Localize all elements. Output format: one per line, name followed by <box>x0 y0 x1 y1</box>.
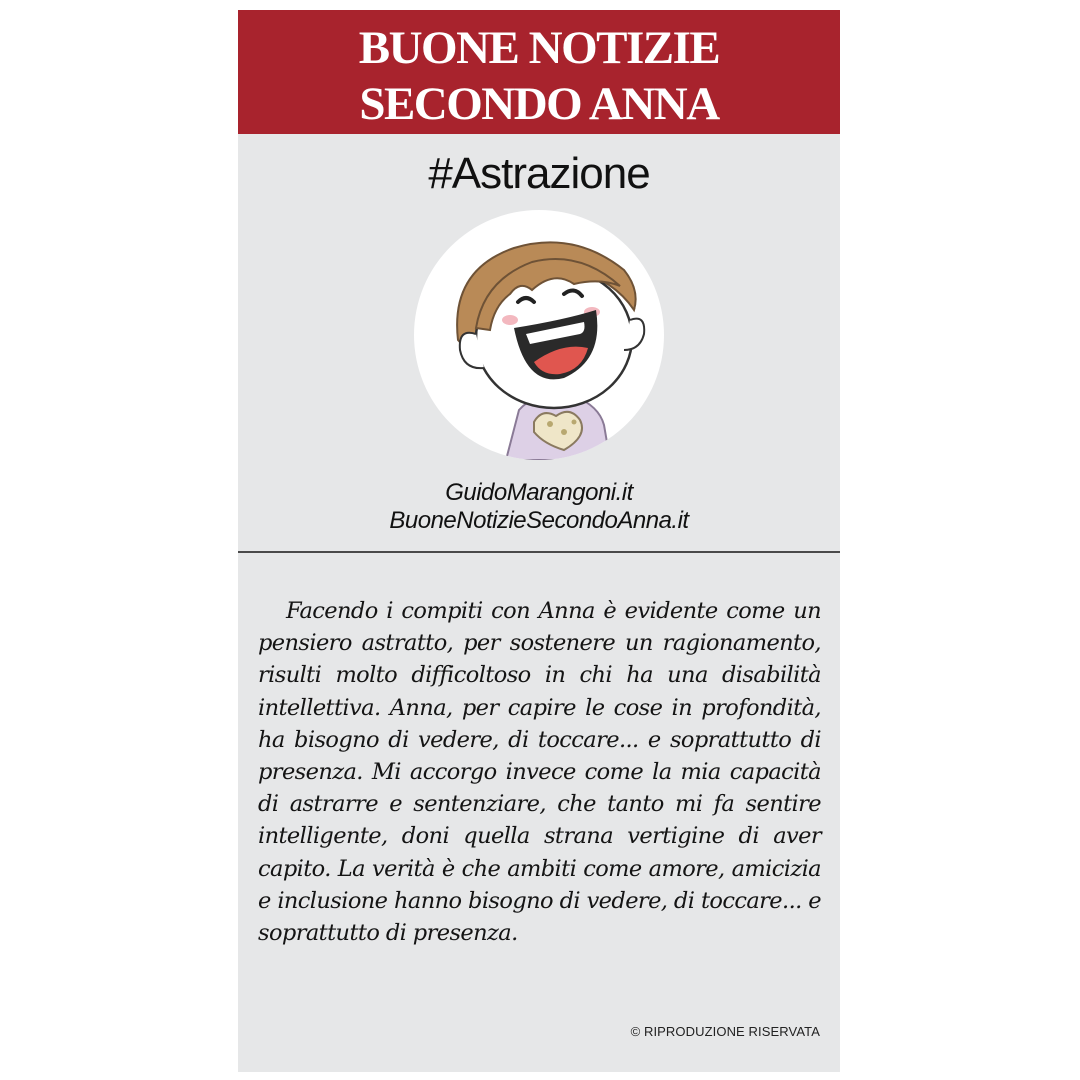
site-link-guidomarangoni[interactable]: GuidoMarangoni.it <box>445 479 633 506</box>
article-body: Facendo i compiti con Anna è evidente come un pensiero astratto, per sostenere un ragionamento, risulti molto difficoltoso in chi ha una disabilità intellettiva. Anna, per capire le cose in profondità, ha bisogno di vedere, di toccare... e soprattutto di presenza. Mi accorgo invece come la mia capacità di astrarre e sentenziare, che tanto mi fa sentire intelligente, doni quella strana vertigine di aver capito. La verità è che ambiti come amore, amicizia e inclusione hanno bisogno di vedere, di toccare... e soprattutto di presenza. <box>258 598 821 947</box>
divider-rule <box>238 551 840 553</box>
hashtag-heading: #Astrazione <box>428 149 650 198</box>
copyright-notice: © RIPRODUZIONE RISERVATA <box>630 1024 820 1039</box>
title-banner <box>238 10 840 134</box>
smiling-girl-illustration-icon <box>414 210 664 460</box>
title-line-1: BUONE NOTIZIE <box>358 22 720 74</box>
anna-avatar-icon <box>414 210 664 460</box>
title-line-2: SECONDO ANNA <box>359 78 719 130</box>
column-card <box>238 10 840 1072</box>
site-link-buonenotizie[interactable]: BuoneNotizieSecondoAnna.it <box>389 507 689 534</box>
